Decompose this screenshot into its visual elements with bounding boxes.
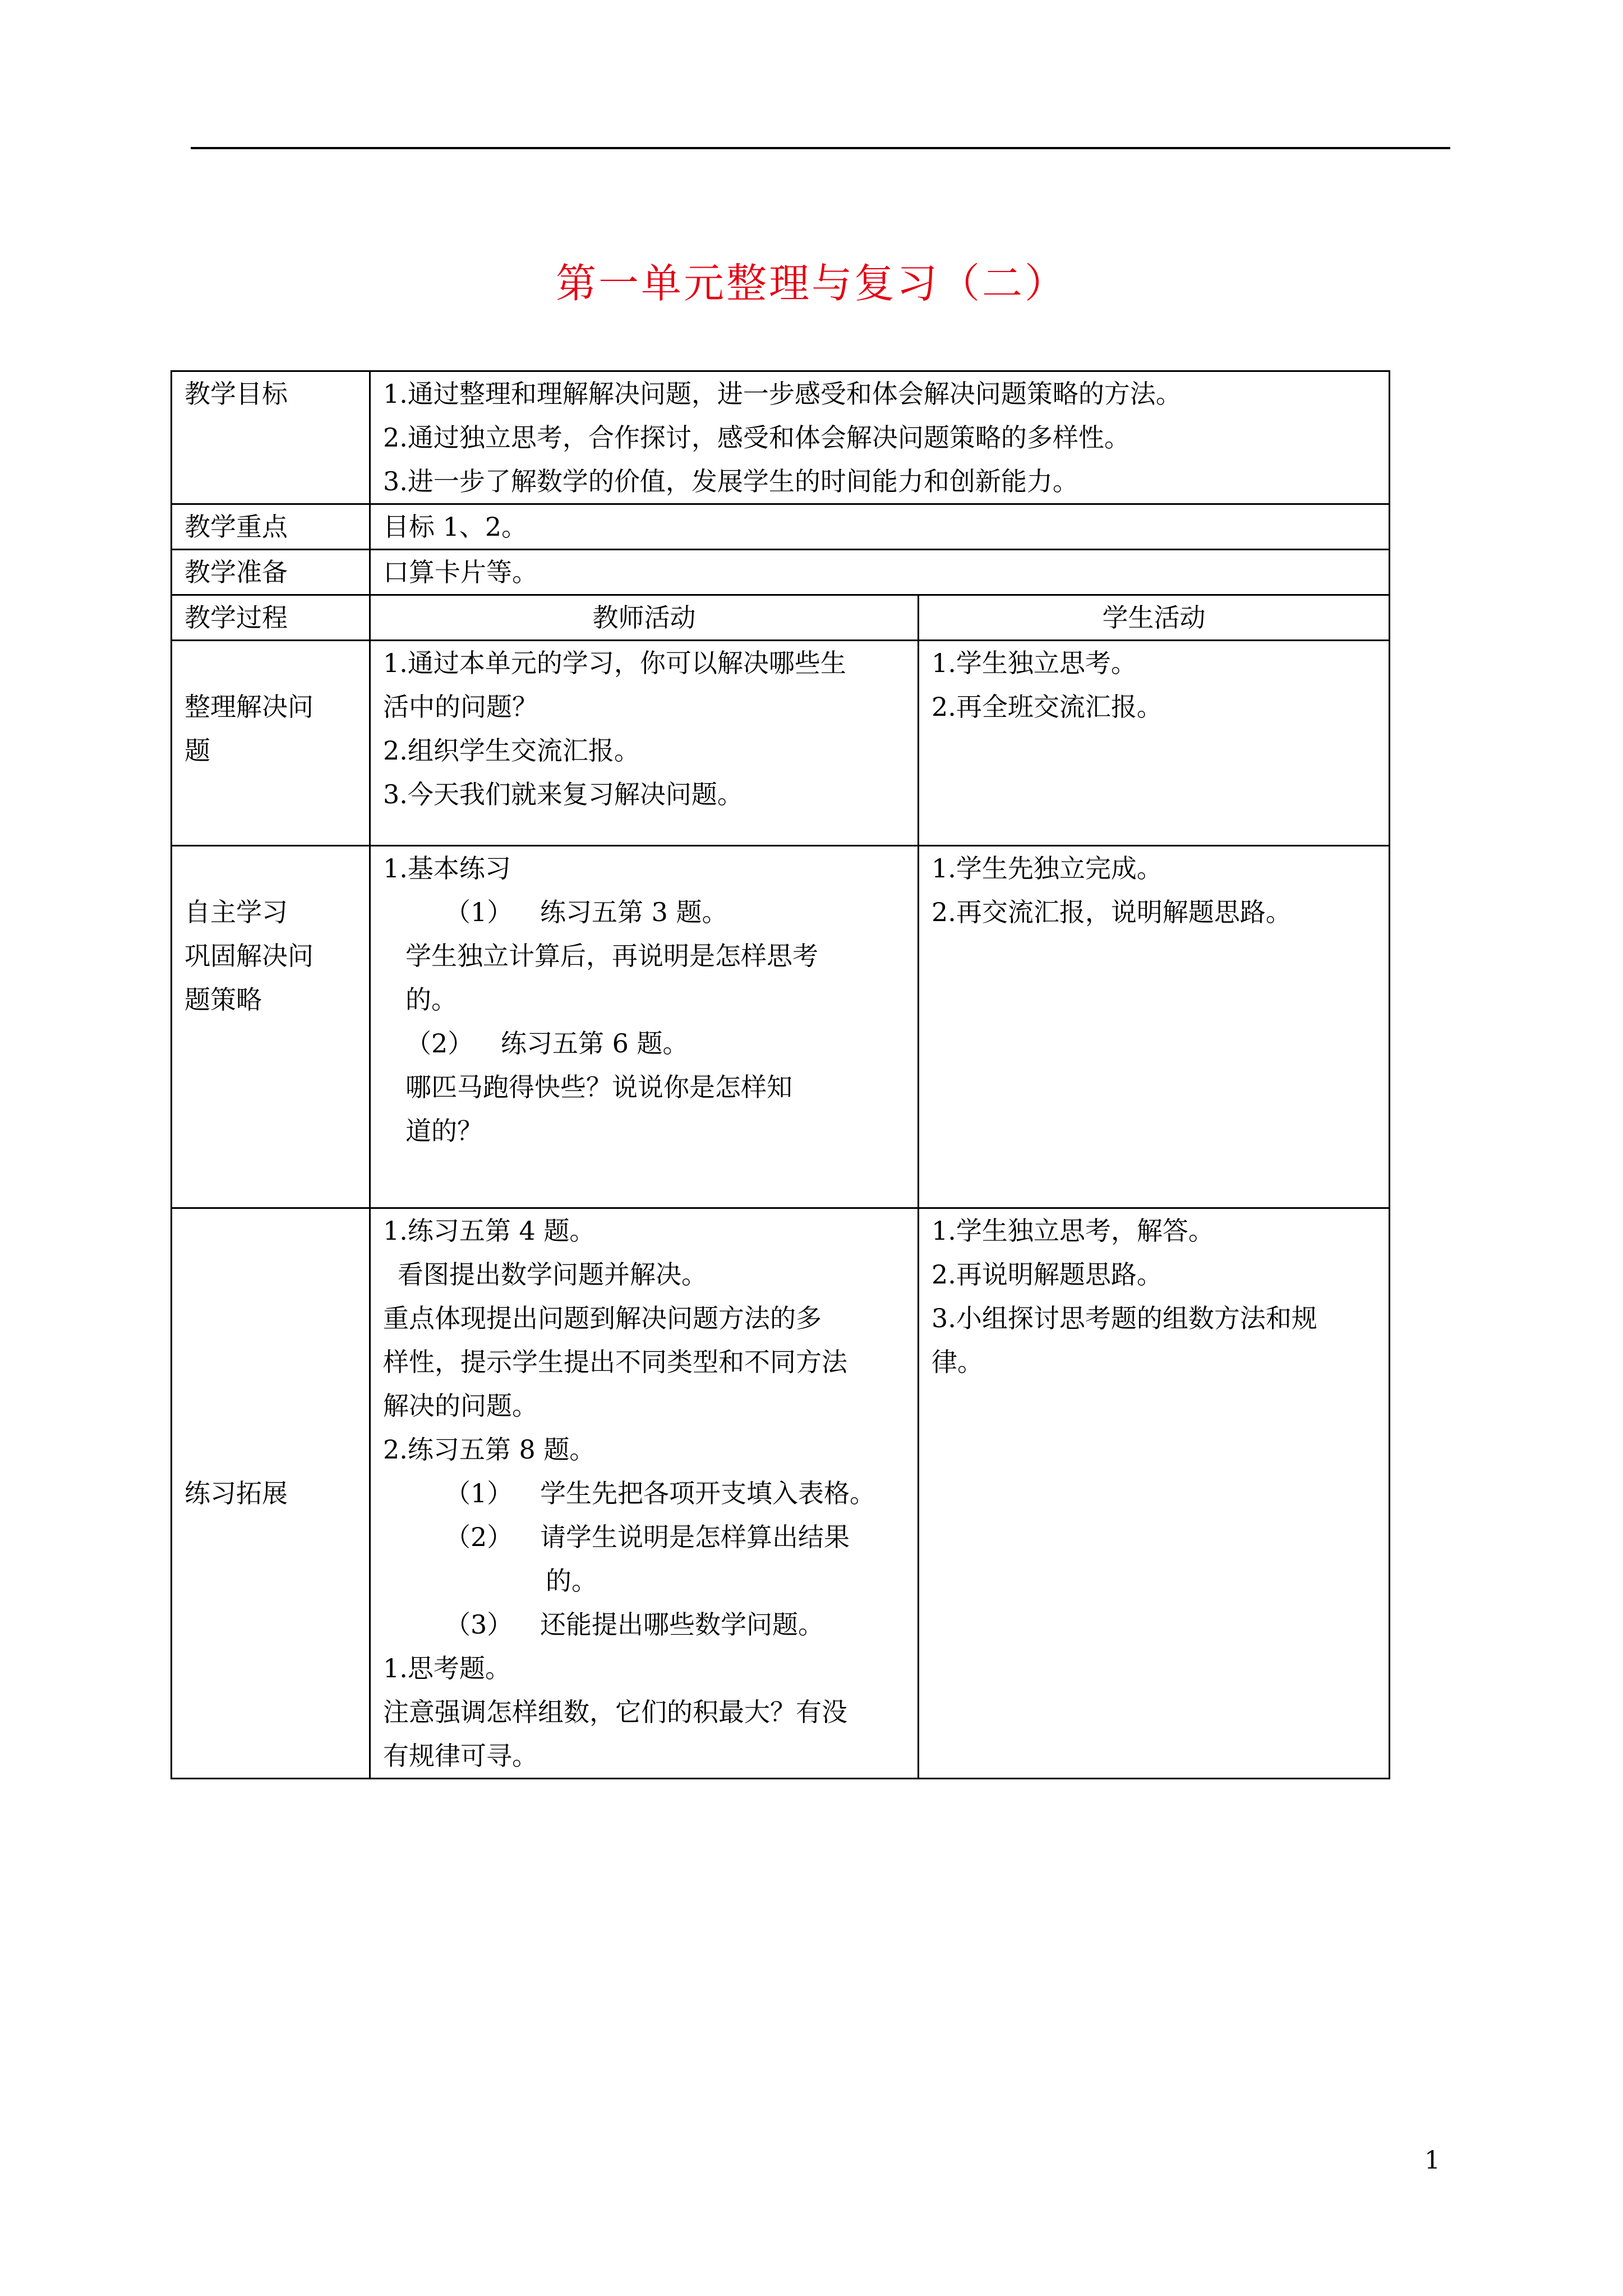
- teacher-line: 2.练习五第 8 题。: [383, 1434, 596, 1465]
- item-text: 练习五第 6 题。: [501, 1028, 689, 1059]
- row-label-prep: [172, 550, 370, 595]
- label-text: 教学目标: [185, 379, 288, 409]
- teacher-line: 解决的问题。: [383, 1391, 538, 1421]
- row-goals: [172, 371, 1390, 504]
- row-stage-review: [172, 641, 1390, 846]
- stage-label-review: [172, 641, 370, 846]
- label-text: 教学重点: [185, 512, 288, 542]
- label-text: 题策略: [185, 984, 262, 1015]
- goals-content: [370, 371, 1390, 504]
- student-activity-header: [919, 595, 1390, 641]
- student-line: 1.学生独立思考。: [932, 648, 1137, 678]
- teacher-line: 1.通过本单元的学习，你可以解决哪些生: [383, 648, 846, 678]
- goal-item: 1.通过整理和理解解决问题，进一步感受和体会解决问题策略的方法。: [383, 379, 1182, 409]
- page-title: 第一单元整理与复习（二）: [555, 260, 1067, 307]
- item-number: （2）: [405, 1028, 474, 1059]
- header-text: 学生活动: [1102, 602, 1206, 633]
- prep-content: [370, 550, 1390, 595]
- goal-item: 3.进一步了解数学的价值，发展学生的时间能力和创新能力。: [383, 466, 1078, 496]
- student-line: 2.再全班交流汇报。: [932, 692, 1163, 722]
- page-number: 1: [1424, 2146, 1440, 2175]
- item-text: 练习五第 3 题。: [540, 897, 728, 927]
- focus-content: [370, 504, 1390, 550]
- label-text: 整理解决问: [185, 692, 313, 722]
- item-text: 学生先把各项开支填入表格。: [540, 1478, 875, 1508]
- item-text: 请学生说明是怎样算出结果: [540, 1522, 850, 1552]
- student-line: 律。: [932, 1347, 983, 1377]
- focus-text: 目标 1、2。: [383, 512, 528, 542]
- teacher-line: 重点体现提出问题到解决问题方法的多: [383, 1303, 822, 1333]
- label-text: 巩固解决问: [185, 941, 313, 971]
- teacher-numbered-line: [383, 1471, 905, 1515]
- teacher-line: 1.基本练习: [383, 853, 511, 884]
- header-rule: [191, 147, 1450, 149]
- student-activity-self-study: [919, 846, 1390, 1208]
- student-activity-practice: [919, 1208, 1390, 1779]
- teacher-activity-review: [370, 641, 919, 846]
- item-number: （2）: [445, 1522, 513, 1552]
- teacher-line: 看图提出数学问题并解决。: [398, 1259, 707, 1290]
- teacher-line: 哪匹马跑得快些？说说你是怎样知: [405, 1072, 792, 1102]
- label-text: 练习拓展: [185, 1478, 288, 1508]
- prep-text: 口算卡片等。: [383, 557, 538, 587]
- teacher-line: 2.组织学生交流汇报。: [383, 735, 640, 766]
- row-prep: [172, 550, 1390, 595]
- teacher-numbered-line: [383, 1022, 905, 1065]
- row-stage-practice: [172, 1208, 1390, 1779]
- row-label-process: [172, 595, 370, 641]
- item-number: （3）: [445, 1609, 513, 1640]
- student-line: 1.学生独立思考，解答。: [932, 1216, 1214, 1246]
- teacher-line: 3.今天我们就来复习解决问题。: [383, 779, 743, 809]
- teacher-activity-practice: [370, 1208, 919, 1779]
- student-line: 1.学生先独立完成。: [932, 853, 1163, 884]
- teacher-line: 样性，提示学生提出不同类型和不同方法: [383, 1347, 847, 1377]
- teacher-line: 的。: [405, 984, 457, 1015]
- stage-label-self-study: [172, 846, 370, 1208]
- item-number: （1）: [445, 1478, 513, 1508]
- teacher-line: 有规律可寻。: [383, 1741, 538, 1771]
- label-text: 教学准备: [185, 557, 288, 587]
- row-label-goals: [172, 371, 370, 504]
- teacher-line: 学生独立计算后，再说明是怎样思考: [405, 941, 818, 971]
- stage-label-practice: [172, 1208, 370, 1779]
- teacher-line: 1.思考题。: [383, 1653, 511, 1683]
- label-text: 题: [185, 735, 210, 766]
- student-line: 3.小组探讨思考题的组数方法和规: [932, 1303, 1317, 1333]
- row-focus: [172, 504, 1390, 550]
- row-label-focus: [172, 504, 370, 550]
- teacher-line: 活中的问题？: [383, 692, 538, 722]
- label-text: 自主学习: [185, 897, 288, 927]
- lesson-plan-table: [170, 370, 1390, 1779]
- row-process-header: [172, 595, 1390, 641]
- label-text: 教学过程: [185, 602, 288, 633]
- student-line: 2.再说明解题思路。: [932, 1259, 1163, 1290]
- teacher-line: 1.练习五第 4 题。: [383, 1216, 596, 1246]
- student-activity-review: [919, 641, 1390, 846]
- goal-item: 2.通过独立思考，合作探讨，感受和体会解决问题策略的多样性。: [383, 422, 1130, 453]
- row-stage-self-study: [172, 846, 1390, 1208]
- header-text: 教师活动: [592, 602, 696, 633]
- teacher-activity-self-study: [370, 846, 919, 1208]
- teacher-line: 注意强调怎样组数，它们的积最大？有没: [383, 1697, 847, 1727]
- teacher-numbered-line: [383, 1603, 905, 1646]
- teacher-numbered-line: [383, 890, 905, 934]
- teacher-line: 道的？: [405, 1116, 483, 1146]
- item-number: （1）: [445, 897, 513, 927]
- teacher-activity-header: [370, 595, 919, 641]
- item-text: 还能提出哪些数学问题。: [540, 1609, 824, 1640]
- teacher-line: 的。: [546, 1566, 597, 1596]
- teacher-numbered-line: [383, 1515, 905, 1559]
- student-line: 2.再交流汇报，说明解题思路。: [932, 897, 1292, 927]
